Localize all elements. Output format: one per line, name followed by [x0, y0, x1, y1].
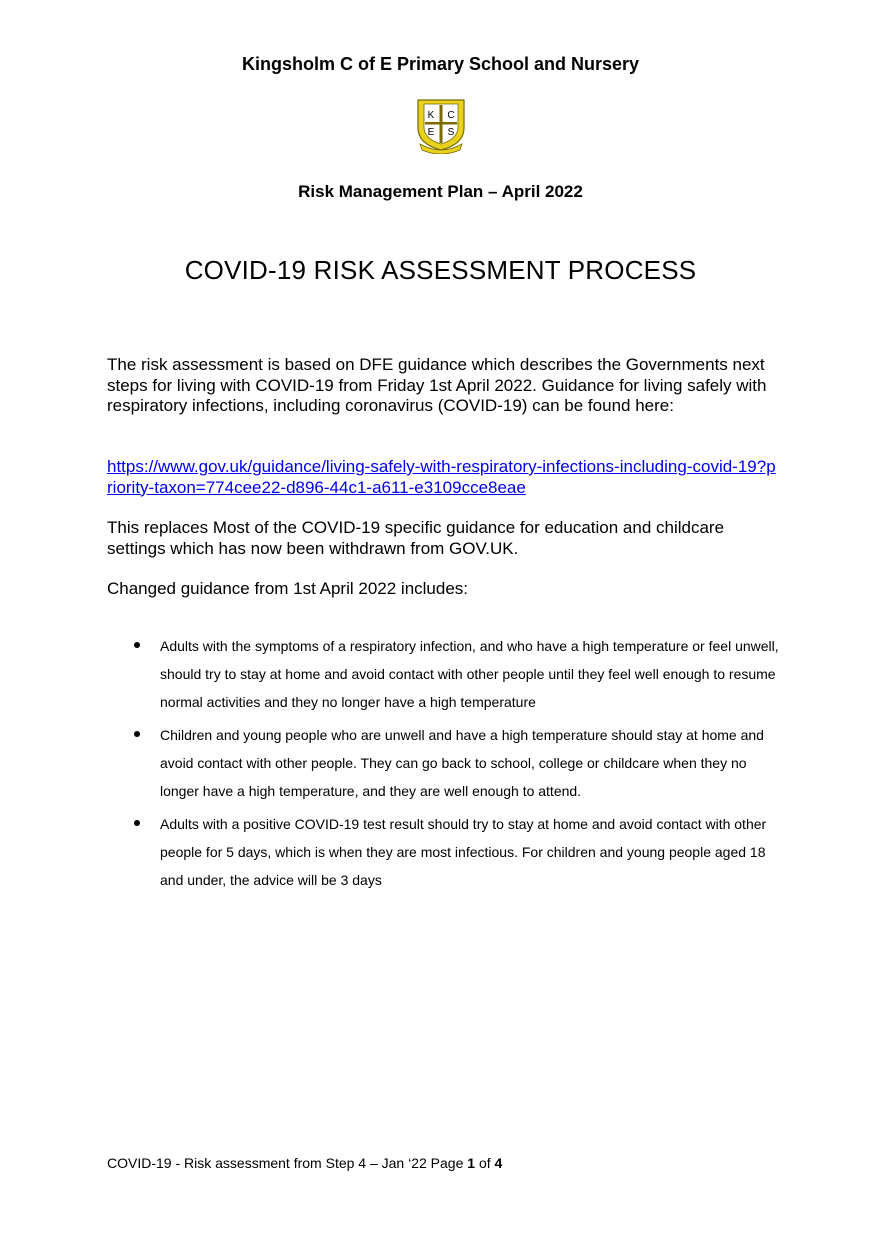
- footer-page-total: 4: [494, 1155, 503, 1171]
- changed-guidance-heading: Changed guidance from 1st April 2022 includes:: [107, 579, 469, 598]
- crest-letter-k: K: [427, 110, 435, 121]
- bullet-icon: [134, 820, 140, 826]
- school-crest-logo: [414, 94, 468, 154]
- footer-page-number: 1: [467, 1155, 476, 1171]
- list-item: [107, 632, 787, 716]
- bullet-icon: [134, 642, 140, 648]
- school-name: Kingsholm C of E Primary School and Nursery: [241, 54, 640, 74]
- list-item-text: Adults with the symptoms of a respiratory infection, and who have a high temperature or feel unwell, should try to stay at home and avoid contact with other people until they feel well enough to resume normal activities and they no longer have a high temperature: [160, 638, 779, 710]
- guidance-bullet-list: [107, 632, 787, 899]
- list-item: [107, 721, 787, 805]
- page-title: COVID-19 RISK ASSESSMENT PROCESS: [184, 255, 697, 285]
- footer-text: COVID-19 - Risk assessment from Step 4 – Jan ‘22 Page: [107, 1155, 468, 1171]
- crest-letter-c: C: [447, 110, 455, 121]
- list-item-text: Children and young people who are unwell and have a high temperature should stay at home and avoid contact with other people. They can go back to school, college or childcare when they no longer have a high temperature, and they are well enough to attend.: [160, 727, 764, 799]
- replaces-paragraph: This replaces Most of the COVID-19 specific guidance for education and childcare settings which has now been withdrawn from GOV.UK.: [107, 518, 725, 558]
- page-footer: [107, 1155, 502, 1171]
- list-item: [107, 810, 787, 894]
- guidance-link[interactable]: https://www.gov.uk/guidance/living-safely-with-respiratory-infections-including-covid-19?priority-taxon=774cee22-d896-44c1-a611-e3109cce8eae: [107, 457, 776, 497]
- bullet-icon: [134, 731, 140, 737]
- list-item-text: Adults with a positive COVID-19 test result should try to stay at home and avoid contact with other people for 5 days, which is when they are most infectious. For children and young people aged 18 and under, the advice will be 3 days: [160, 816, 767, 888]
- footer-of: of: [475, 1155, 495, 1171]
- intro-paragraph: The risk assessment is based on DFE guidance which describes the Governments next steps for living with COVID-19 from Friday 1st April 2022. Guidance for living safely with respiratory infections, including coronavirus (COVID-19) can be found here:: [107, 355, 767, 415]
- plan-title: Risk Management Plan – April 2022: [298, 182, 583, 201]
- crest-letter-e: E: [427, 127, 435, 138]
- crest-letter-s: S: [447, 127, 455, 138]
- guidance-link-paragraph: [107, 457, 777, 498]
